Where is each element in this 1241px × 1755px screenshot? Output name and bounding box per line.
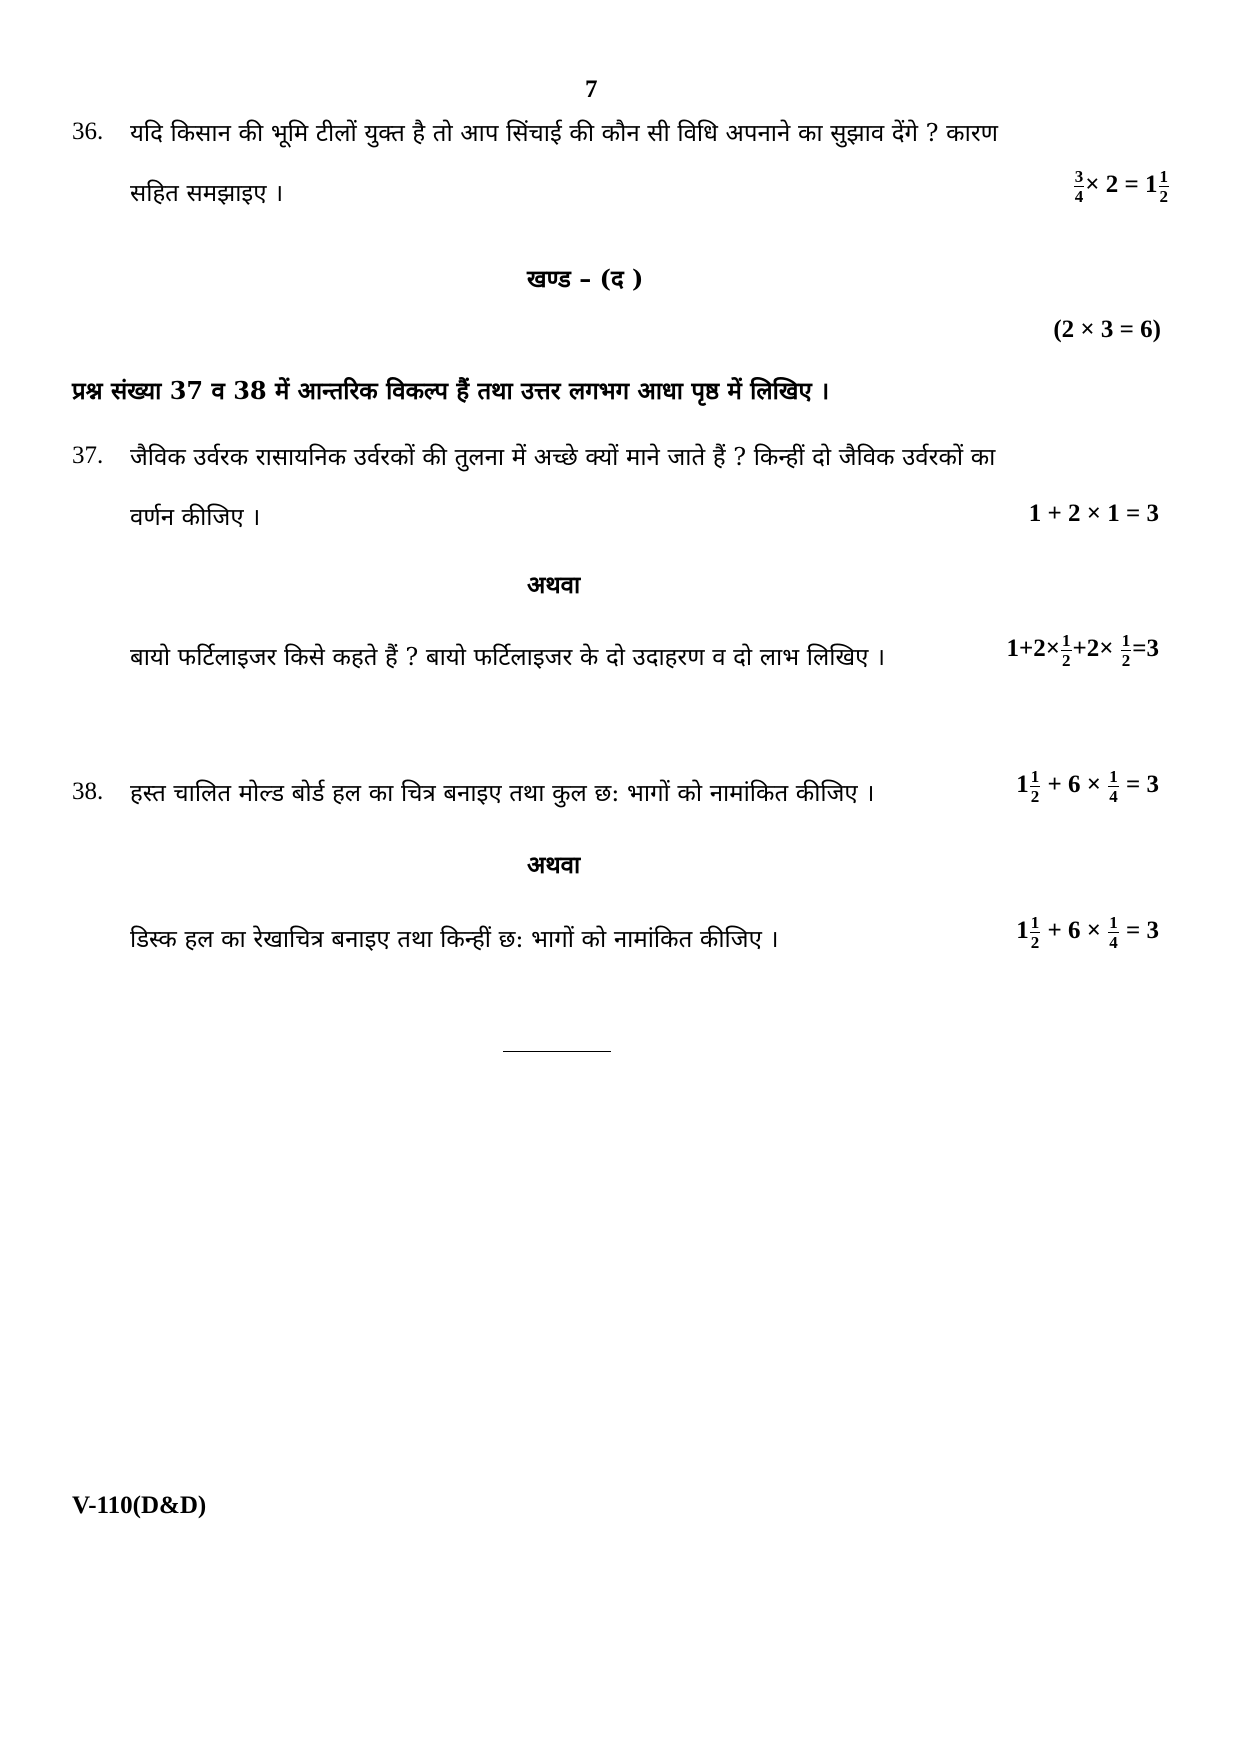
fraction: $\frac{1}{4}$ — [1109, 767, 1118, 806]
question-text-line: जैविक उर्वरक रासायनिक उर्वरकों की तुलना में अच्छे क्यों माने जाते हैं ? किन्हीं दो जैविक उर्वरकों का — [130, 443, 996, 471]
fraction: $\frac{3}{4}$ — [1074, 167, 1084, 206]
or-label: अथवा — [527, 850, 581, 879]
question-number: 36. — [72, 118, 104, 145]
question-text-line: सहित समझाइए । — [130, 179, 284, 207]
question-text-line: बायो फर्टिलाइजर किसे कहते हैं ? बायो फर्टिलाइजर के दो उदाहरण व दो लाभ लिखिए । — [130, 643, 886, 671]
question-text-line: यदि किसान की भूमि टीलों युक्त है तो आप सिंचाई की कौन सी विधि अपनाने का सुझाव देंगे ? कारण — [130, 119, 998, 147]
or-label: अथवा — [527, 570, 581, 599]
question-number: 38. — [72, 778, 104, 805]
question-number: 37. — [72, 442, 104, 469]
fraction: $\frac{1}{2}$ — [1030, 913, 1040, 952]
question-text-line: हस्त चालित मोल्ड बोर्ड हल का चित्र बनाइए तथा कुल छ: भागों को नामांकित कीजिए । — [130, 779, 875, 807]
fraction: $\frac{1}{4}$ — [1109, 913, 1118, 952]
question-text-line: डिस्क हल का रेखाचित्र बनाइए तथा किन्हीं छ: भागों को नामांकित कीजिए । — [130, 925, 779, 953]
fraction: $\frac{1}{2}$ — [1159, 167, 1168, 206]
section-marks: (2 × 3 = 6) — [1053, 316, 1161, 343]
section-title: खण्ड – (द ) — [527, 264, 644, 293]
page-number: 7 — [585, 76, 598, 103]
fraction: $\frac{1}{2}$ — [1030, 767, 1040, 806]
marks-allocation: 1 $\frac{1}{2}$ + 6 × $\frac{1}{4}$ = 3 — [1016, 767, 1159, 806]
question-text-line: वर्णन कीजिए । — [130, 503, 261, 531]
marks-allocation: 1 + 2 × 1 = 3 — [1028, 500, 1159, 527]
section-instruction: प्रश्न संख्या 37 व 38 में आन्तरिक विकल्प हैं तथा उत्तर लगभग आधा पृष्ठ में लिखिए । — [72, 376, 830, 405]
marks-allocation: 1+2× $\frac{1}{2}$ +2× $\frac{1}{2}$ =3 — [1006, 631, 1159, 670]
fraction: $\frac{1}{2}$ — [1121, 631, 1131, 670]
end-divider — [503, 1051, 611, 1052]
paper-code: V-110(D&D) — [72, 1492, 207, 1519]
marks-allocation: $\frac{3}{4}$ × 2 = 1 $\frac{1}{2}$ — [1074, 167, 1168, 206]
fraction: $\frac{1}{2}$ — [1062, 631, 1071, 670]
marks-allocation: 1 $\frac{1}{2}$ + 6 × $\frac{1}{4}$ = 3 — [1016, 913, 1159, 952]
